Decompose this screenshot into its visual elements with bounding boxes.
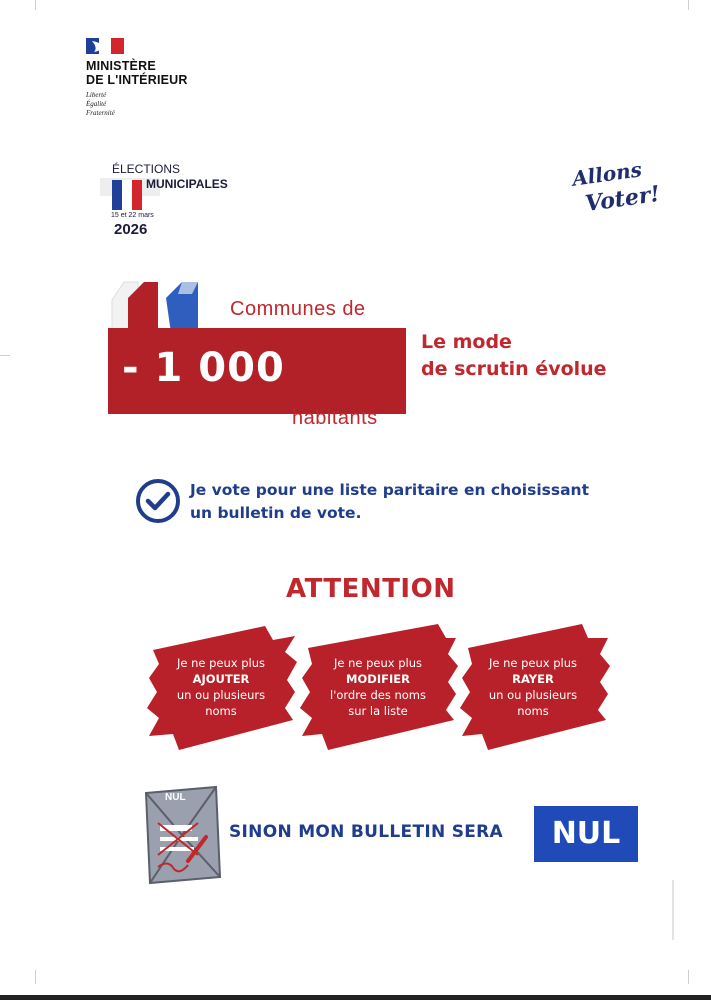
communes-prefix: Communes de [230,298,366,320]
banner-rayer-line1: Je ne peux plus [488,656,578,670]
vote-line2: un bulletin de vote. [190,504,362,522]
attention-heading: ATTENTION [286,574,456,604]
marianne-logo [86,38,124,58]
check-circle-icon [135,478,181,528]
crop-mark [688,0,689,10]
mode-line1: Le mode [421,331,512,353]
communes-suffix: habitants [292,407,378,429]
banner-rayer-line3: un ou plusieurs [488,688,578,702]
banner-ajouter-verb: AJOUTER [192,672,250,686]
banner-ajouter-line4: noms [205,704,237,718]
nul-badge: NUL [534,806,638,862]
crop-mark [688,970,689,984]
banner-rayer-line4: noms [517,704,549,718]
printer-mark [672,880,674,940]
banner-ajouter-line1: Je ne peux plus [176,656,266,670]
slogan-line2: Voter! [583,180,662,218]
crop-mark [35,0,36,10]
elections-year: 2026 [114,221,148,238]
population-threshold: - 1 000 [122,345,285,391]
ministry-name-line2: DE L'INTÉRIEUR [86,73,188,87]
ballot-nul-label: NUL [165,792,186,803]
bottom-edge [0,995,711,1000]
crop-mark [0,355,10,356]
banner-modifier-line4: sur la liste [348,704,408,718]
banner-ajouter-line3: un ou plusieurs [176,688,266,702]
motto-liberte: Liberté [86,91,107,99]
vote-line1: Je vote pour une liste paritaire en choisissant [190,481,589,499]
sinon-text: SINON MON BULLETIN SERA [229,822,504,842]
elections-label: ÉLECTIONS [112,162,181,176]
banner-modifier-line1: Je ne peux plus [333,656,423,670]
banner-modifier-verb: MODIFIER [346,672,410,686]
motto-fraternite: Fraternité [86,109,115,117]
slogan-line1: Allons [570,157,644,191]
elections-dates: 15 et 22 mars [111,212,154,219]
ministry-name-line1: MINISTÈRE [86,59,156,73]
municipales-label: MUNICIPALES [146,177,228,191]
banner-rayer-verb: RAYER [512,672,554,686]
mode-line2: de scrutin évolue [421,358,607,380]
banner-modifier-line3: l'ordre des noms [330,688,426,702]
crop-mark [35,970,36,984]
motto-egalite: Égalité [86,100,107,108]
